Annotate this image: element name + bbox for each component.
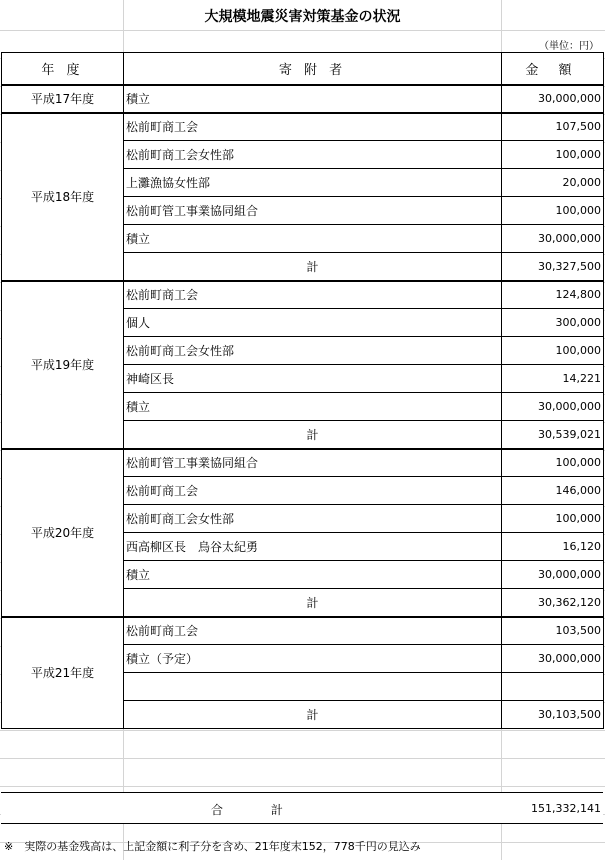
donor-cell: 松前町商工会	[124, 281, 502, 309]
amount-cell: 107,500	[502, 113, 604, 141]
grid-line	[0, 758, 605, 759]
donor-cell: 積立	[124, 225, 502, 253]
footnote: ※ 実際の基金残高は、上記金額に利子分を含め、21年度末152，778千円の見込み	[4, 840, 421, 853]
grand-total-value: 151,332,141	[531, 802, 601, 815]
fiscal-year-cell: 平成21年度	[2, 617, 124, 729]
header-donor: 寄 附 者	[124, 53, 502, 85]
amount-cell: 14,221	[502, 365, 604, 393]
subtotal-value: 30,362,120	[502, 589, 604, 617]
amount-cell: 100,000	[502, 337, 604, 365]
amount-cell: 100,000	[502, 505, 604, 533]
fiscal-year-cell: 平成17年度	[2, 85, 124, 113]
header-amount: 金 額	[502, 53, 604, 85]
subtotal-value: 30,539,021	[502, 421, 604, 449]
header-year: 年 度	[2, 53, 124, 85]
amount-cell: 16,120	[502, 533, 604, 561]
amount-cell: 146,000	[502, 477, 604, 505]
amount-cell: 30,000,000	[502, 645, 604, 673]
header-row	[2, 53, 604, 85]
subtotal-value: 30,327,500	[502, 253, 604, 281]
amount-cell: 30,000,000	[502, 393, 604, 421]
fiscal-year-cell: 平成18年度	[2, 113, 124, 281]
fund-table	[1, 52, 604, 729]
donor-cell: 西高柳区長 烏谷太紀勇	[124, 533, 502, 561]
amount-cell: 103,500	[502, 617, 604, 645]
grand-total-row	[1, 792, 603, 824]
fiscal-year-cell: 平成19年度	[2, 281, 124, 449]
amount-cell: 100,000	[502, 141, 604, 169]
donor-cell: 神崎区長	[124, 365, 502, 393]
table-row	[2, 85, 604, 113]
donor-cell: 個人	[124, 309, 502, 337]
grid-line	[0, 730, 605, 731]
page-title: 大規模地震災害対策基金の状況	[204, 9, 401, 25]
donor-cell: 上灘漁協女性部	[124, 169, 502, 197]
subtotal-label: 計	[124, 589, 502, 617]
donor-cell: 積立	[124, 393, 502, 421]
fund-table-body	[2, 85, 604, 729]
donor-cell	[124, 673, 502, 701]
subtotal-label: 計	[124, 421, 502, 449]
amount-cell: 100,000	[502, 197, 604, 225]
donor-cell: 松前町管工事業協同組合	[124, 197, 502, 225]
donor-cell: 積立	[124, 561, 502, 589]
amount-cell	[502, 673, 604, 701]
table-row	[2, 113, 604, 141]
donor-cell: 松前町商工会女性部	[124, 505, 502, 533]
donor-cell: 積立（予定）	[124, 645, 502, 673]
amount-cell: 20,000	[502, 169, 604, 197]
donor-cell: 松前町商工会女性部	[124, 141, 502, 169]
donor-cell: 積立	[124, 85, 502, 113]
table-row	[2, 449, 604, 477]
fiscal-year-cell: 平成20年度	[2, 449, 124, 617]
amount-cell: 124,800	[502, 281, 604, 309]
amount-cell: 30,000,000	[502, 85, 604, 113]
subtotal-label: 計	[124, 253, 502, 281]
donor-cell: 松前町管工事業協同組合	[124, 449, 502, 477]
donor-cell: 松前町商工会女性部	[124, 337, 502, 365]
subtotal-label: 計	[124, 701, 502, 729]
table-row	[2, 617, 604, 645]
subtotal-value: 30,103,500	[502, 701, 604, 729]
amount-cell: 30,000,000	[502, 225, 604, 253]
grid-line	[0, 786, 605, 787]
amount-cell: 100,000	[502, 449, 604, 477]
donor-cell: 松前町商工会	[124, 113, 502, 141]
amount-cell: 30,000,000	[502, 561, 604, 589]
grand-total-label: 合 計	[211, 803, 305, 817]
unit-label: （単位：円）	[539, 41, 599, 52]
donor-cell: 松前町商工会	[124, 477, 502, 505]
table-row	[2, 281, 604, 309]
donor-cell: 松前町商工会	[124, 617, 502, 645]
amount-cell: 300,000	[502, 309, 604, 337]
grid-line	[0, 30, 605, 31]
